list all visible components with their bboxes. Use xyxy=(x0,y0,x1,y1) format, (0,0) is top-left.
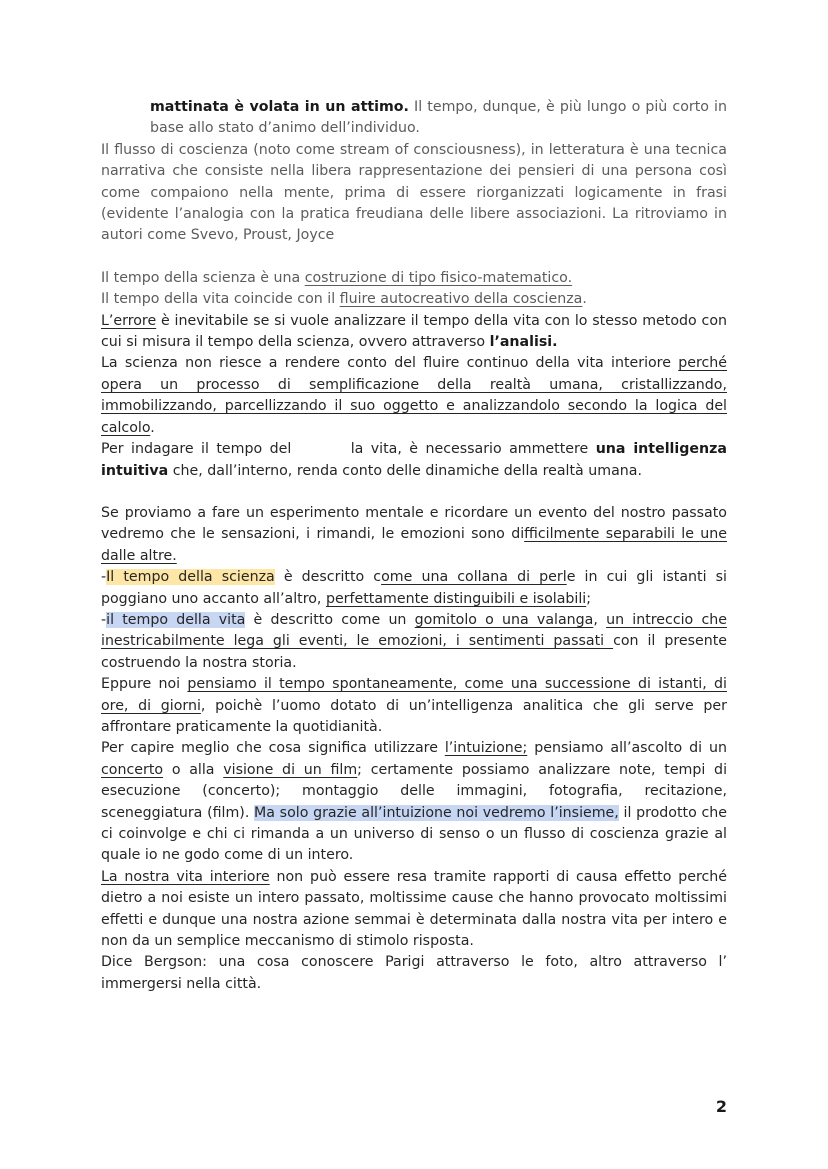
text-run: . xyxy=(582,291,587,308)
text-run: che, dall’interno, renda conto delle dinamiche della realtà umana. xyxy=(168,462,642,479)
paragraph-necklace xyxy=(101,567,727,610)
paragraph-gap xyxy=(101,247,727,268)
text-run: e in cui gli istanti si poggiano uno accanto all’altro, xyxy=(101,569,727,607)
highlighted-phrase: Ma solo grazie all’intuizione noi vedremo l’insieme, xyxy=(254,804,619,821)
paragraph-inner-life xyxy=(101,867,727,953)
paragraph-gap xyxy=(101,482,727,503)
text-run: è inevitabile se si vuole analizzare il tempo della vita con lo stesso metodo con cui si misura il tempo della scienza, ovvero attraverso xyxy=(101,312,727,351)
text-run: Per indagare il tempo del la vita, è necessario ammettere xyxy=(101,441,596,458)
text-run: o alla xyxy=(163,761,224,778)
text-run: Eppure noi xyxy=(101,676,188,693)
underlined-phrase: fficilmente separabili le une dalle altre. xyxy=(101,526,727,564)
highlighted-phrase: Il tempo della scienza xyxy=(106,569,275,586)
paragraph-experiment xyxy=(101,503,727,567)
highlighted-phrase: il tempo della vita xyxy=(106,611,246,628)
text-run: Se proviamo a fare un esperimento mentale e ricordare un evento del nostro passato vedremo che le sensazioni, i rimandi, le emozioni sono di xyxy=(101,504,727,543)
text-run: Il tempo della vita coincide con il xyxy=(101,291,340,308)
underlined-phrase: perfettamente distinguibili e isolabili xyxy=(325,590,587,607)
underlined-phrase: concerto xyxy=(101,761,164,778)
underlined-phrase: gomitolo o una valanga xyxy=(414,611,594,628)
underlined-phrase: pensiamo il tempo spontaneamente, come una successione di istanti, di ore, di giorni xyxy=(101,676,727,714)
paragraph-spontaneous xyxy=(101,674,727,738)
body-text xyxy=(101,97,727,995)
text-run: ; xyxy=(586,590,592,607)
dash: - xyxy=(101,611,107,628)
underlined-phrase: L’errore xyxy=(101,312,157,329)
text-run: il prodotto che ci coinvolge e chi ci rimanda a un universo di senso o un flusso di coscienza grazie al quale io ne godo come di un intero. xyxy=(101,804,727,864)
paragraph-continuation xyxy=(101,97,727,140)
underlined-phrase: visione di un film xyxy=(223,761,358,778)
underlined-phrase: ome una collana di perl xyxy=(381,569,567,586)
paragraph-concert xyxy=(101,738,727,866)
bold-phrase: l’analisi. xyxy=(489,334,558,351)
underlined-phrase: costruzione di tipo fisico-matematico. xyxy=(304,269,573,286)
text-run: La scienza non riesce a rendere conto del fluire continuo della vita interiore xyxy=(101,355,679,372)
paragraph-intuition xyxy=(101,439,727,482)
bold-phrase: una intelligenza intuitiva xyxy=(101,441,727,479)
underlined-phrase: La nostra vita interiore xyxy=(101,868,270,885)
text-run: . xyxy=(150,419,155,436)
text-run: è descritto come un xyxy=(245,611,415,628)
paragraph-life-time xyxy=(101,289,727,310)
text-run: ; certamente possiamo analizzare note, tempi di esecuzione (concerto); montaggio delle immagini, fotografia, recitazione, sceneggiatura (film). xyxy=(101,761,728,821)
paragraph-bergson: Dice Bergson: una cosa conoscere Parigi attraverso le foto, altro attraverso l’ immergersi nella città. xyxy=(101,954,727,992)
paragraph-science-time xyxy=(101,268,727,289)
text-run: Per capire meglio che cosa significa utilizzare xyxy=(101,740,445,757)
text-run: è descritto c xyxy=(274,569,382,586)
text-run: , xyxy=(593,611,607,628)
text-run: , poichè l’uomo dotato di un’intelligenza analitica che gli serve per affrontare praticamente la quotidianità. xyxy=(101,697,727,735)
underlined-phrase: perché opera un processo di semplificazione della realtà umana, cristallizzando, immobilizzando, parcellizzando il suo oggetto e analizzandolo secondo la logica del calcolo xyxy=(101,355,727,436)
text-run: non può essere resa tramite rapporti di causa effetto perché dietro a noi esiste un intero passato, moltissime cause che hanno provocato moltissimi effetti e dunque una nostra azione semmai è determinata dalla nostra vita per intero e non da un semplice meccanismo di stimolo risposta. xyxy=(101,868,727,950)
underlined-phrase: un intreccio che inestricabilmente lega gli eventi, le emozioni, i sentimenti passati xyxy=(101,611,727,650)
paragraph-error xyxy=(101,311,727,354)
paragraph-avalanche xyxy=(101,610,727,674)
text-run: pensiamo all’ascolto di un xyxy=(527,740,727,757)
bold-phrase: mattinata è volata in un attimo. xyxy=(150,99,409,115)
paragraph-stream-of-consciousness: Il flusso di coscienza (noto come stream of consciousness), in letteratura è una tecnica narrativa che consiste nella libera rappresentazione dei pensieri di una persona così come compaiono nella mente, prima di essere riorganizzati logicamente in frasi (evidente l’analogia con la pratica freudiana delle libere associazioni. La ritroviamo in autori come Svevo, Proust, Joyce xyxy=(101,141,727,244)
paragraph-science-limits xyxy=(101,353,727,439)
page-number: 2 xyxy=(715,1097,727,1116)
underlined-phrase: fluire autocreativo della coscienza xyxy=(339,291,583,308)
text-run: Il tempo, dunque, è più lungo o più corto in base allo stato d’animo dell’individuo. xyxy=(150,99,727,137)
dash: - xyxy=(101,569,107,586)
text-run: Il tempo della scienza è una xyxy=(101,269,305,286)
text-run: con il presente costruendo la nostra storia. xyxy=(101,633,727,671)
underlined-phrase: l’intuizione; xyxy=(444,740,528,757)
